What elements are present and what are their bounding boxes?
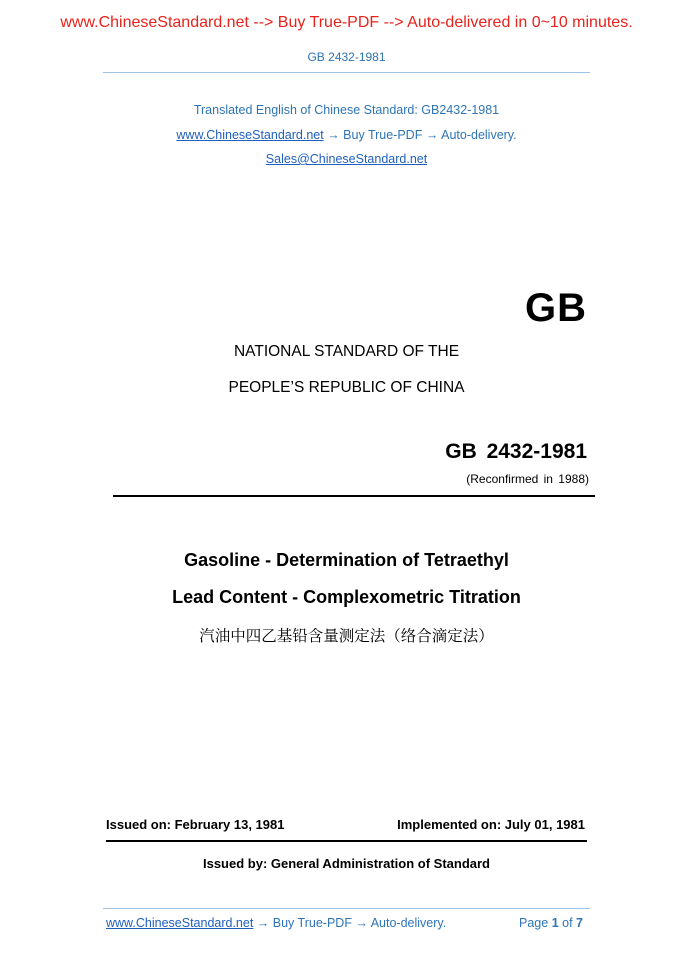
document-title: Gasoline - Determination of Tetraethyl xyxy=(184,550,509,570)
dates-rule xyxy=(106,840,587,842)
header-rule xyxy=(103,72,590,73)
sales-email-link[interactable]: Sales@ChineseStandard.net xyxy=(265,152,428,166)
page-total: 7 xyxy=(576,916,583,930)
arrow-right-icon: → xyxy=(355,916,368,930)
footer-rule xyxy=(103,908,590,909)
of-label: of xyxy=(562,916,573,930)
issued-by: Issued by: General Administration of Standard xyxy=(202,856,490,871)
document-title: Lead Content - Complexometric Titration xyxy=(172,587,521,607)
standard-number: GB 2432-1981 xyxy=(445,440,587,463)
reconfirmed-note: (Reconfirmed in 1988) xyxy=(466,472,589,486)
gb-logo: GB xyxy=(525,286,587,330)
footer-links xyxy=(106,916,446,930)
arrow-right-icon: → xyxy=(256,916,270,930)
buy-true-pdf-text: Buy True-PDF xyxy=(269,916,356,930)
arrow-right-icon: → xyxy=(425,128,439,142)
page-number: 1 xyxy=(551,916,559,930)
arrow-right-icon: → xyxy=(327,128,340,142)
top-banner[interactable]: www.ChineseStandard.net --> Buy True-PDF --> Auto-delivered in 0~10 minutes. xyxy=(60,14,633,31)
national-standard-line: NATIONAL STANDARD OF THE xyxy=(233,343,460,360)
national-standard-line: PEOPLE’S REPUBLIC OF CHINA xyxy=(228,379,465,396)
auto-delivery-text: Auto-delivery. xyxy=(367,916,447,930)
footer-site-link[interactable]: www.ChineseStandard.net xyxy=(106,916,254,930)
header-standard-code: GB 2432-1981 xyxy=(307,50,386,64)
issued-on-date: Issued on: February 13, 1981 xyxy=(106,817,285,832)
translation-notice: Translated English of Chinese Standard: GB2432-1981 xyxy=(193,103,500,117)
buy-true-pdf-text: Buy True-PDF xyxy=(339,128,426,142)
sales-email-row xyxy=(0,152,693,166)
title-rule xyxy=(113,495,595,497)
page-label: Page xyxy=(519,916,549,930)
document-title-chinese: 汽油中四乙基铅含量测定法（络合滴定法） xyxy=(199,628,494,645)
auto-delivery-text: Auto-delivery. xyxy=(438,128,517,142)
implemented-on-date: Implemented on: July 01, 1981 xyxy=(397,817,585,832)
translation-links xyxy=(0,128,693,142)
page-indicator xyxy=(519,916,583,930)
site-link[interactable]: www.ChineseStandard.net xyxy=(176,128,324,142)
